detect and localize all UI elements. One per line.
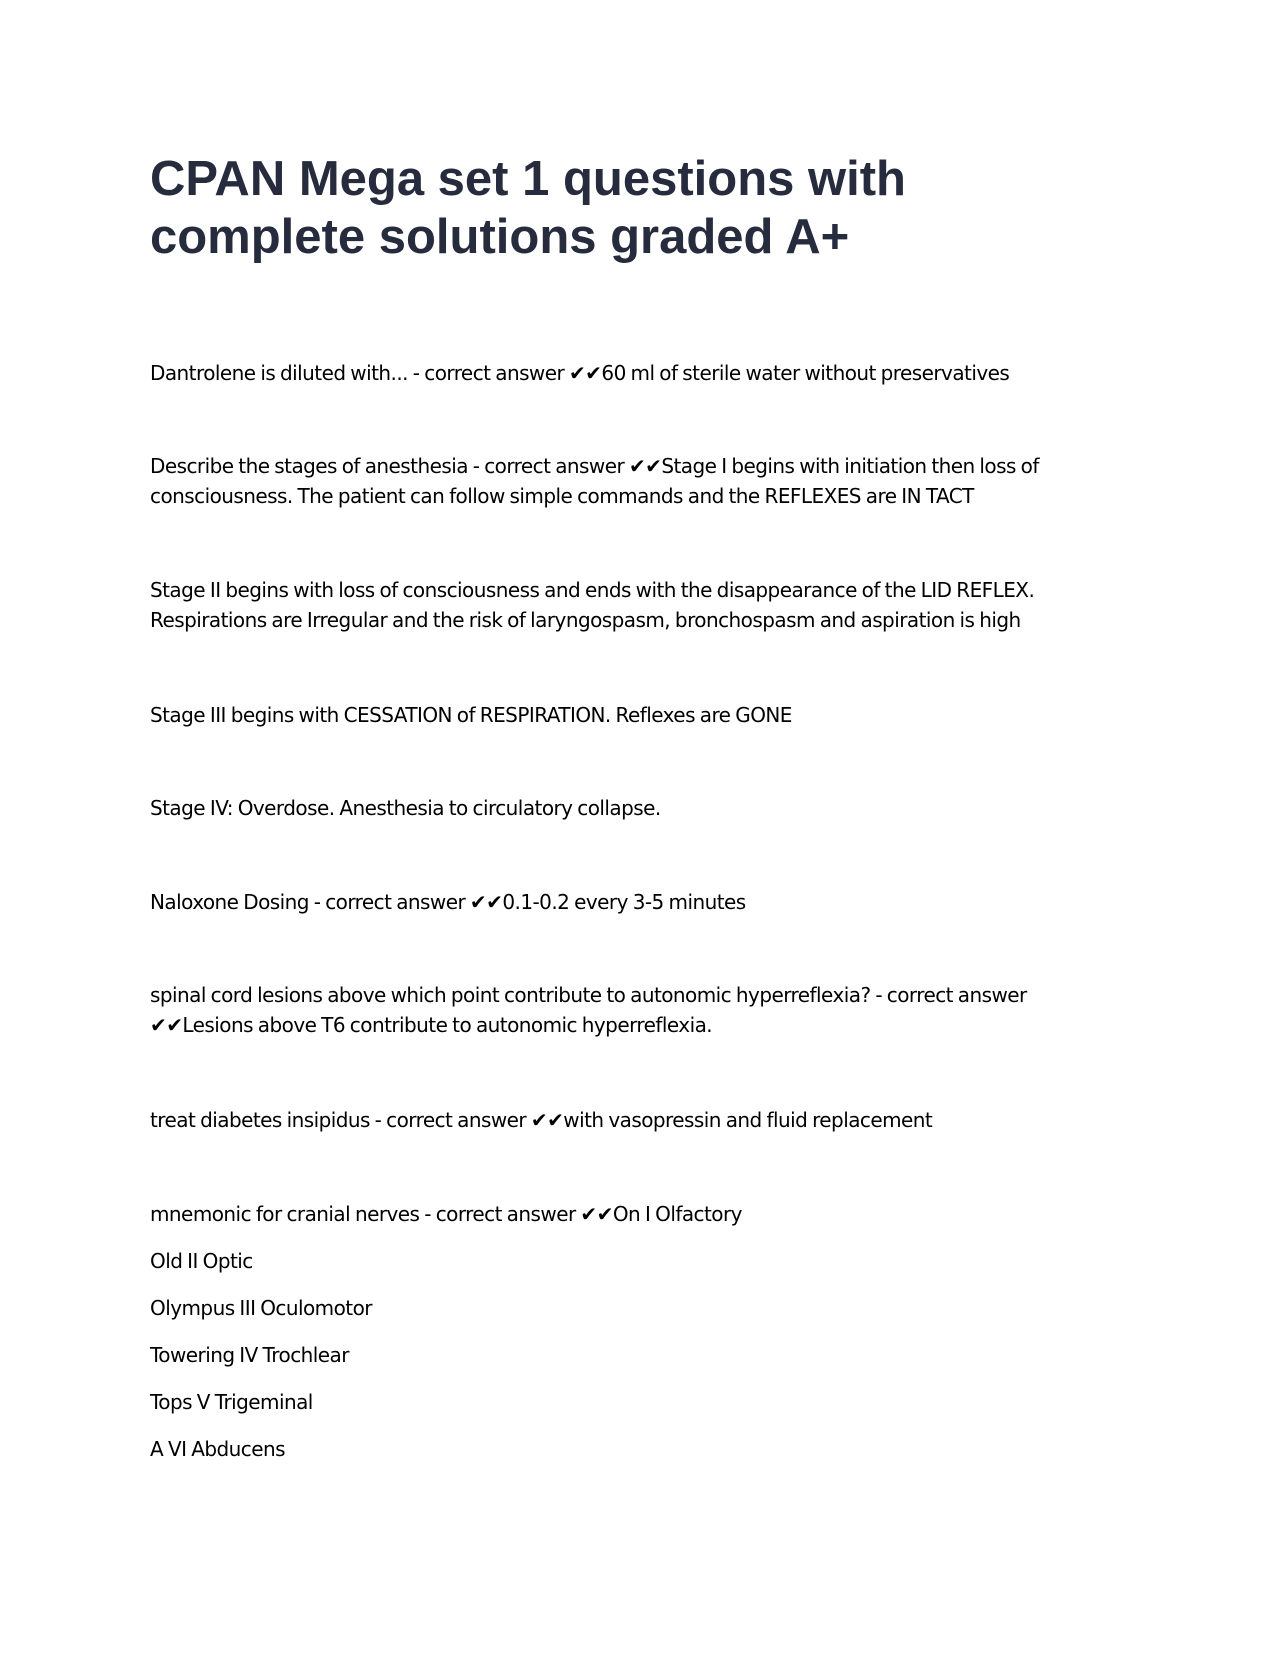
stage-three-paragraph: Stage III begins with CESSATION of RESPIRATION. Reflexes are GONE bbox=[150, 703, 792, 727]
mnemonic-line: Old II Optic bbox=[150, 1249, 253, 1273]
qa-anesthesia-stages: Describe the stages of anesthesia - correct answer ✔✔Stage I begins with initiation then loss of consciousness. The patient can follow simple commands and the REFLEXES are IN TACT bbox=[150, 454, 1039, 508]
qa-diabetes-insipidus: treat diabetes insipidus - correct answer ✔✔with vasopressin and fluid replacement bbox=[150, 1108, 933, 1132]
document-title: CPAN Mega set 1 questions with complete solutions graded A+ bbox=[150, 152, 906, 264]
cranial-nerves-mnemonic bbox=[150, 1199, 1050, 1481]
stage-four-paragraph: Stage IV: Overdose. Anesthesia to circulatory collapse. bbox=[150, 796, 661, 820]
mnemonic-line: A VI Abducens bbox=[150, 1437, 285, 1461]
qa-autonomic-hyperreflexia: spinal cord lesions above which point contribute to autonomic hyperreflexia? - correct answer ✔✔Lesions above T6 contribute to autonomic hyperreflexia. bbox=[150, 983, 1027, 1037]
qa-dantrolene: Dantrolene is diluted with... - correct answer ✔✔60 ml of sterile water without preservatives bbox=[150, 361, 1010, 385]
qa-naloxone-dosing: Naloxone Dosing - correct answer ✔✔0.1-0.2 every 3-5 minutes bbox=[150, 890, 746, 914]
mnemonic-line: Olympus III Oculomotor bbox=[150, 1296, 372, 1320]
mnemonic-line: Tops V Trigeminal bbox=[150, 1390, 313, 1414]
stage-two-paragraph: Stage II begins with loss of consciousness and ends with the disappearance of the LID REFLEX. Respirations are Irregular and the risk of laryngospasm, bronchospasm and aspiration is high bbox=[150, 578, 1035, 632]
mnemonic-line: mnemonic for cranial nerves - correct answer ✔✔On I Olfactory bbox=[150, 1202, 742, 1226]
mnemonic-line: Towering IV Trochlear bbox=[150, 1343, 349, 1367]
